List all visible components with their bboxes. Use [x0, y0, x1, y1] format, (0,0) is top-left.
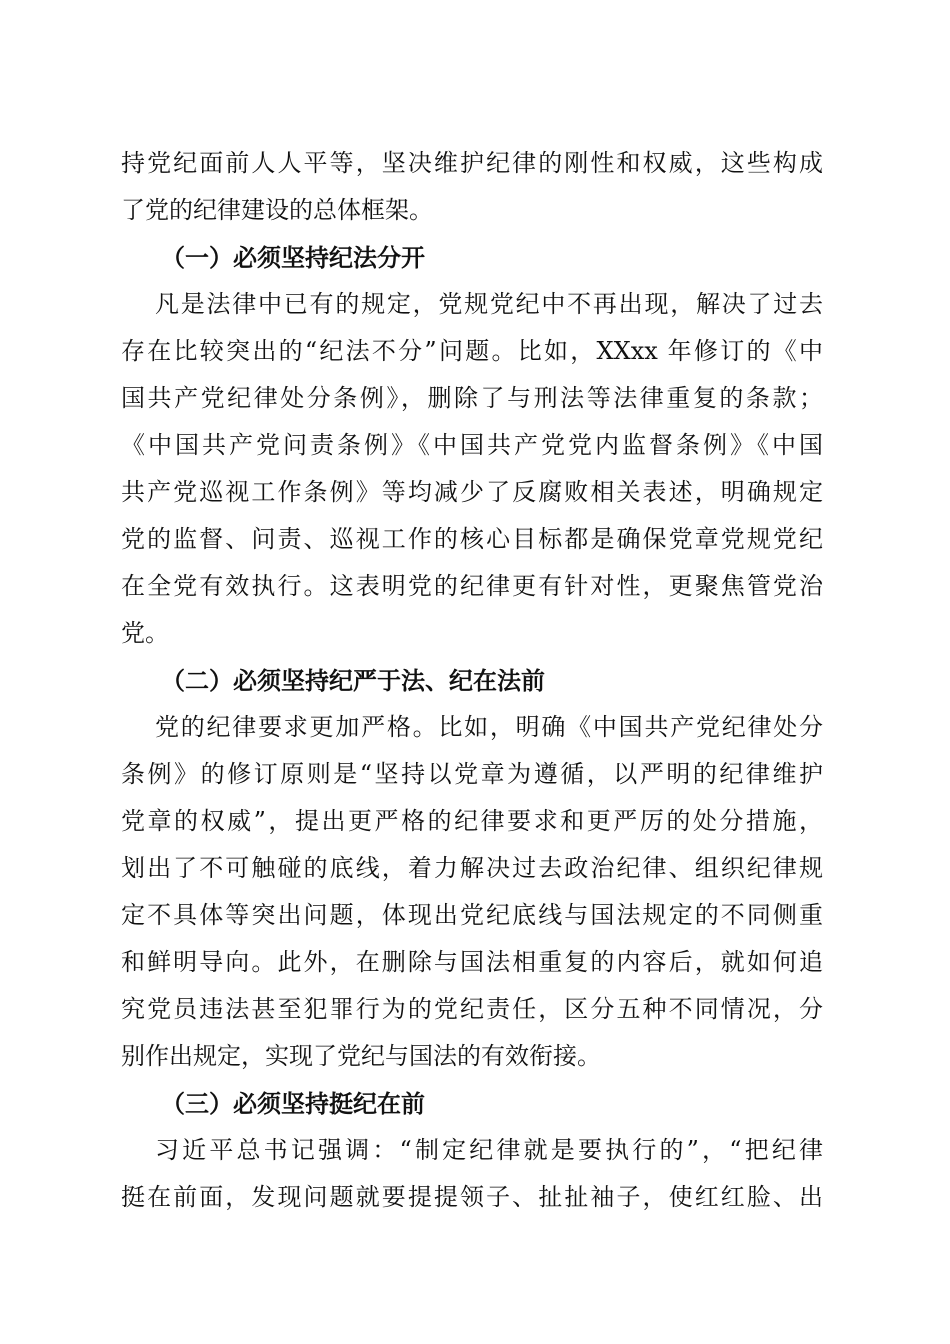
text-line: 挺在前面，发现问题就要提提领子、扯扯袖子，使红红脸、出 [121, 1183, 823, 1211]
text-line: 持党纪面前人人平等，坚决维护纪律的刚性和权威，这些构成 [121, 149, 823, 177]
text-line: 凡是法律中已有的规定，党规党纪中不再出现，解决了过去 [155, 290, 823, 318]
document-page [121, 140, 823, 1221]
text-line: 和鲜明导向。此外，在删除与国法相重复的内容后，就如何追 [121, 948, 823, 976]
text-line: 条例》的修订原则是“坚持以党章为遵循，以严明的纪律维护 [121, 760, 823, 788]
text-line: 在全党有效执行。这表明党的纪律更有针对性，更聚焦管党治 [121, 572, 823, 600]
section-heading: （一）必须坚持纪法分开 [161, 243, 425, 272]
text-line: 党的纪律要求更加严格。比如，明确《中国共产党纪律处分 [155, 713, 823, 741]
section-heading: （二）必须坚持纪严于法、纪在法前 [161, 666, 545, 695]
text-line: 党章的权威”，提出更严格的纪律要求和更严厉的处分措施， [121, 807, 823, 835]
text-line: 了党的纪律建设的总体框架。 [121, 196, 433, 224]
text-line: 别作出规定，实现了党纪与国法的有效衔接。 [121, 1042, 601, 1070]
text-line: 共产党巡视工作条例》等均减少了反腐败相关表述，明确规定 [121, 478, 823, 506]
text-line: 习近平总书记强调：“制定纪律就是要执行的”，“把纪律 [155, 1136, 823, 1164]
section-heading: （三）必须坚持挺纪在前 [161, 1089, 425, 1118]
text-line: 定不具体等突出问题，体现出党纪底线与国法规定的不同侧重 [121, 901, 823, 929]
text-line: 国共产党纪律处分条例》，删除了与刑法等法律重复的条款； [121, 384, 823, 412]
text-line: 究党员违法甚至犯罪行为的党纪责任，区分五种不同情况，分 [121, 995, 823, 1023]
text-line: 《中国共产党问责条例》《中国共产党党内监督条例》《中国 [121, 431, 823, 459]
text-line: 存在比较突出的“纪法不分”问题。比如，XXxx 年修订的《中 [121, 337, 823, 365]
text-line: 党的监督、问责、巡视工作的核心目标都是确保党章党规党纪 [121, 525, 823, 553]
text-line: 划出了不可触碰的底线，着力解决过去政治纪律、组织纪律规 [121, 854, 823, 882]
text-line: 党。 [121, 619, 169, 647]
